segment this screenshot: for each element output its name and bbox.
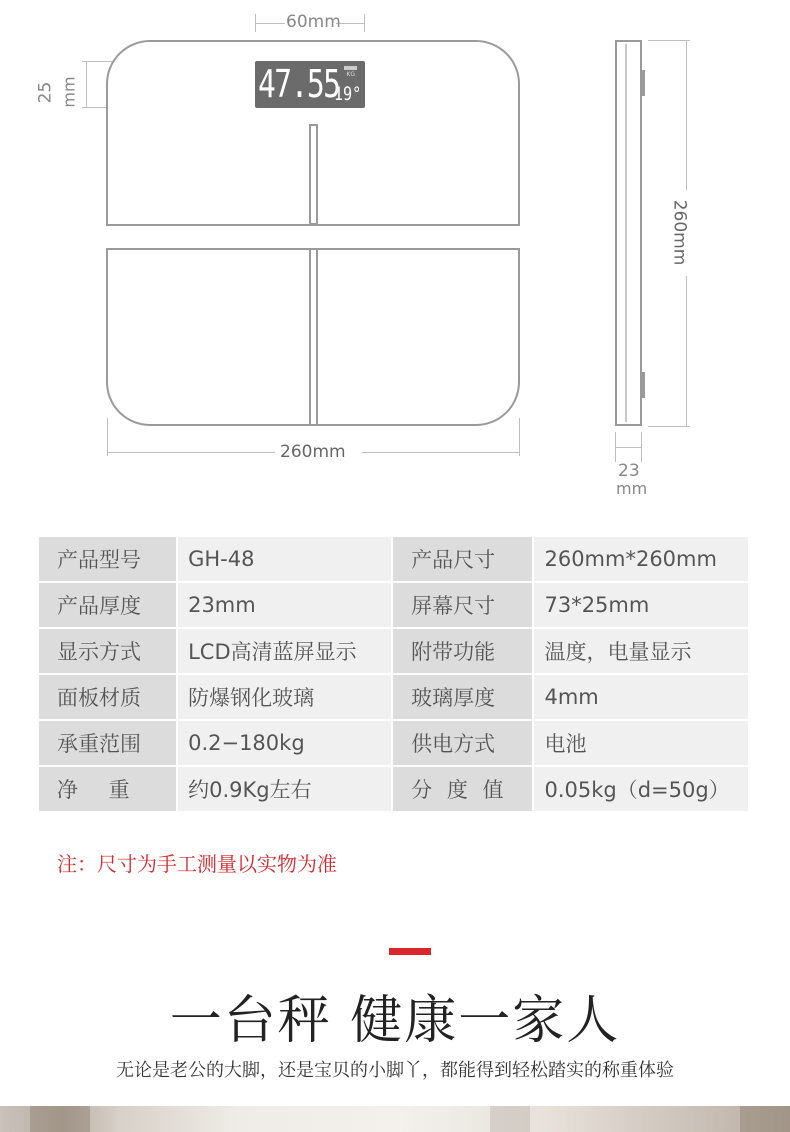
dim-line [686,276,687,426]
dim-line [364,14,365,32]
dim-line [615,447,642,448]
spec-value: 约0.9Kg左右 [178,767,391,811]
table-row [39,767,748,811]
table-row [39,721,748,765]
table-row [39,583,748,627]
dim-line [362,452,519,453]
dim-line [107,418,108,456]
dim-height-side: 260mm [669,199,690,266]
spec-value: LCD高清蓝屏显示 [178,629,391,673]
photo-detail [490,1106,530,1132]
spec-table [37,535,750,813]
dim-line [648,426,690,427]
dim-height-left-unit: mm [59,76,79,108]
table-row [39,629,748,673]
spec-value: 260mm*260mm [534,537,748,581]
side-edge [619,44,627,422]
dim-line [686,40,687,190]
dim-line [255,14,256,32]
lifestyle-photo [0,1106,790,1132]
scale-foot [640,372,645,398]
spec-label: 净 重 [39,767,176,811]
dim-line [86,61,87,108]
photo-detail [30,1106,90,1132]
battery-icon [344,66,357,70]
table-row [39,675,748,719]
spec-label: 显示方式 [39,629,176,673]
groove-junction [311,226,316,248]
spec-value: 0.2−180kg [178,721,391,765]
spec-value: 温度，电量显示 [534,629,748,673]
spec-value: GH-48 [178,537,391,581]
measurement-note: 注：尺寸为手工测量以实物为准 [57,852,337,876]
spec-value: 0.05kg（d=50g） [534,767,748,811]
accent-bar [389,948,431,955]
dim-line [107,452,275,453]
dim-thickness-value: 23 [618,461,640,481]
panel-groove [309,124,318,225]
spec-value: 23mm [178,583,391,627]
lcd-weight: 47.55 [258,62,340,106]
promo-headline: 一台秤 健康一家人 [169,991,621,1051]
spec-label: 分 度 值 [393,767,532,811]
spec-label: 产品尺寸 [393,537,532,581]
spec-value: 73*25mm [534,583,748,627]
lcd-display [255,61,365,108]
dim-thickness-unit: mm [616,479,648,498]
spec-label: 附带功能 [393,629,532,673]
lcd-unit: KG [346,71,355,78]
spec-label: 承重范围 [39,721,176,765]
spec-value: 4mm [534,675,748,719]
spec-label: 屏幕尺寸 [393,583,532,627]
dim-width-bottom: 260mm [280,442,346,462]
dim-line [255,23,285,24]
lcd-temperature: 19° [333,83,361,105]
spec-value: 防爆钢化玻璃 [178,675,391,719]
spec-label: 玻璃厚度 [393,675,532,719]
spec-label: 产品型号 [39,537,176,581]
scale-foot [640,70,645,96]
table-row [39,537,748,581]
dim-line [648,40,690,41]
spec-label: 产品厚度 [39,583,176,627]
photo-detail [740,1106,790,1132]
promo-subline: 无论是老公的大脚，还是宝贝的小脚丫，都能得到轻松踏实的称重体验 [116,1060,674,1081]
panel-groove [309,248,318,426]
spec-label: 供电方式 [393,721,532,765]
spec-value: 电池 [534,721,748,765]
dim-width-top: 60mm [286,12,341,32]
dim-height-left-value: 25 [35,81,56,104]
dim-line [519,418,520,456]
spec-label: 面板材质 [39,675,176,719]
